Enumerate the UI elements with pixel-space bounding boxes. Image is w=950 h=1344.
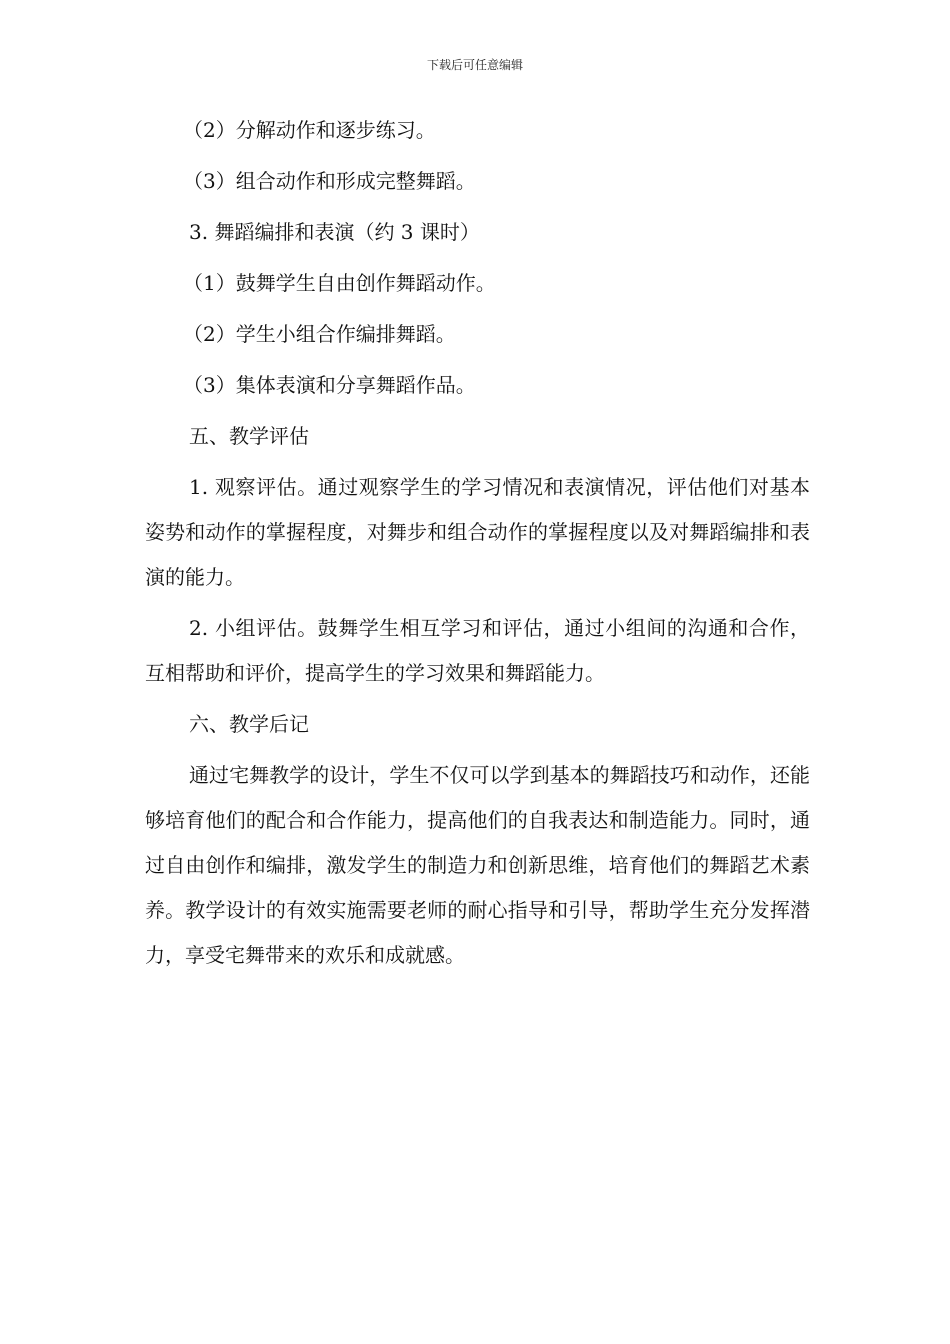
list-item: （2）学生小组合作编排舞蹈。: [183, 322, 456, 346]
list-item: （3）集体表演和分享舞蹈作品。: [183, 373, 476, 397]
section-heading-postscript: 六、教学后记: [189, 712, 309, 736]
section-heading-evaluation: 五、教学评估: [189, 424, 309, 448]
paragraph-postscript: 通过宅舞教学的设计，学生不仅可以学到基本的舞蹈技巧和动作，还能够培育他们的配合和合作能力，提高他们的自我表达和制造能力。同时，通过自由创作和编排，激发学生的制造力和创新思维，培育他们的舞蹈艺术素养。教学设计的有效实施需要老师的耐心指导和引导，帮助学生充分发挥潜力，享受宅舞带来的欢乐和成就感。: [145, 763, 810, 967]
page-header: 下载后可任意编辑: [426, 58, 523, 72]
list-item: （2）分解动作和逐步练习。: [183, 118, 436, 142]
paragraph-group-evaluation: 2. 小组评估。鼓舞学生相互学习和评估，通过小组间的沟通和合作，互相帮助和评价，提高学生的学习效果和舞蹈能力。: [145, 616, 810, 685]
section-subheading: 3. 舞蹈编排和表演（约 3 课时）: [189, 220, 480, 244]
paragraph-observation: 1. 观察评估。通过观察学生的学习情况和表演情况，评估他们对基本姿势和动作的掌握程度，对舞步和组合动作的掌握程度以及对舞蹈编排和表演的能力。: [145, 475, 810, 589]
list-item: （3）组合动作和形成完整舞蹈。: [183, 169, 476, 193]
document-body: [145, 108, 810, 984]
list-item: （1）鼓舞学生自由创作舞蹈动作。: [183, 271, 496, 295]
